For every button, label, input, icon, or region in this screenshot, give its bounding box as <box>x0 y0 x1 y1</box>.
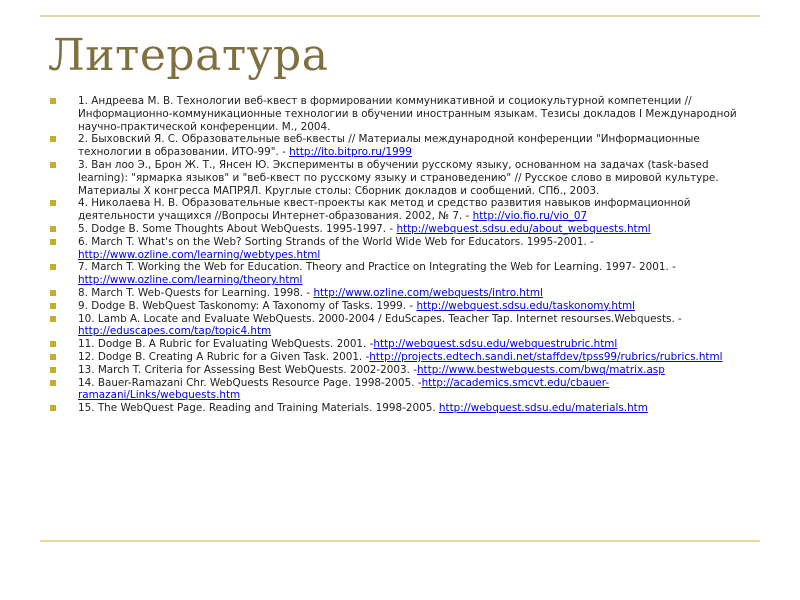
reference-text: 13. March T. Criteria for Assessing Best WebQuests. 2002-2003. - <box>78 363 417 376</box>
reference-text: 8. March T. Web-Quests for Learning. 1998. - <box>78 286 314 299</box>
square-bullet-icon <box>50 405 56 411</box>
square-bullet-icon <box>50 303 56 309</box>
reference-link[interactable]: http://academics.smcvt.edu/cbauer-ramazani/Links/webquests.htm <box>78 376 610 402</box>
list-item <box>48 223 756 236</box>
reference-text: 10. Lamb A. Locate and Evaluate WebQuests. 2000-2004 / EduScapes. Teacher Tap. Internet resourses.Webquests. - <box>78 312 682 325</box>
list-item <box>48 377 756 403</box>
list-item <box>48 159 756 197</box>
reference-link[interactable]: http://webquest.sdsu.edu/taskonomy.html <box>416 299 636 312</box>
list-item <box>48 197 756 223</box>
reference-text: 12. Dodge B. Creating A Rubric for a Given Task. 2001. - <box>78 350 370 363</box>
square-bullet-icon <box>50 367 56 373</box>
reference-link[interactable]: http://vio.fio.ru/vio_07 <box>472 210 588 223</box>
reference-link[interactable]: http://www.bestwebquests.com/bwq/matrix.asp <box>416 363 665 376</box>
reference-link[interactable]: http://projects.edtech.sandi.net/staffdev/tpss99/rubrics/rubrics.html <box>369 350 723 363</box>
square-bullet-icon <box>50 290 56 296</box>
list-item <box>48 402 756 415</box>
square-bullet-icon <box>50 264 56 270</box>
reference-link[interactable]: http://www.ozline.com/learning/webtypes.html <box>78 248 321 261</box>
list-item <box>48 287 756 300</box>
square-bullet-icon <box>50 354 56 360</box>
square-bullet-icon <box>50 162 56 168</box>
reference-text: 7. March T. Working the Web for Education. Theory and Practice on Integrating the Web for Learning. 1997- 2001. - <box>78 261 676 274</box>
reference-link[interactable]: http://webquest.sdsu.edu/materials.htm <box>438 402 648 415</box>
reference-link[interactable]: http://ito.bitpro.ru/1999 <box>289 146 412 159</box>
reference-text: 4. Николаева Н. В. Образовательные квест-проекты как метод и средство развития навыков информационной деятельности учащихся //Вопросы Интернет-образования. 2002, № 7. - <box>78 197 691 223</box>
square-bullet-icon <box>50 341 56 347</box>
reference-link[interactable]: http://webquest.sdsu.edu/about_webquests.html <box>396 222 651 235</box>
square-bullet-icon <box>50 136 56 142</box>
reference-link[interactable]: http://www.ozline.com/webquests/intro.html <box>313 286 543 299</box>
top-divider <box>40 15 760 17</box>
list-item <box>48 95 756 133</box>
list-item <box>48 313 756 339</box>
list-item <box>48 133 756 159</box>
reference-link[interactable]: http://www.ozline.com/learning/theory.html <box>78 274 303 287</box>
reference-text: 1. Андреева М. В. Технологии веб-квест в формировании коммуникативной и социокультурной компетенции // Информационно-коммуникационные технологии в обучении иностранным языкам. Тезисы докладов I Международной научно-практической конференции. М., 2004. <box>78 95 737 133</box>
square-bullet-icon <box>50 98 56 104</box>
square-bullet-icon <box>50 239 56 245</box>
reference-text: 5. Dodge B. Some Thoughts About WebQuests. 1995-1997. - <box>78 222 397 235</box>
square-bullet-icon <box>50 316 56 322</box>
reference-text: 3. Ван лоо Э., Брон Ж. Т., Янсен Ю. Эксперименты в обучении русскому языку, основанном на задачах (task-based learning): "ярмарка языков" и "веб-квест по русскому языку и страноведению" // Русское слово в мировой культуре. Материалы Х конгресса МАПРЯЛ. Круглые столы: Сборник докладов и сообщений. СПб., 2003. <box>78 158 719 197</box>
square-bullet-icon <box>50 226 56 232</box>
page-title: Литература <box>48 30 329 81</box>
reference-text: 2. Быховский Я. С. Образовательные веб-квесты // Материалы международной конференции "Информационные технологии в образовании. ИТО-99". - <box>78 133 700 159</box>
square-bullet-icon <box>50 200 56 206</box>
list-item <box>48 261 756 287</box>
reference-text: 11. Dodge B. A Rubric for Evaluating WebQuests. 2001. - <box>78 338 374 351</box>
reference-text: 15. The WebQuest Page. Reading and Training Materials. 1998-2005. <box>78 402 439 415</box>
bottom-divider <box>40 540 760 542</box>
reference-link[interactable]: http://webquest.sdsu.edu/webquestrubric.html <box>373 338 618 351</box>
square-bullet-icon <box>50 380 56 386</box>
reference-text: 14. Bauer-Ramazani Chr. WebQuests Resource Page. 1998-2005. - <box>78 376 422 389</box>
list-item <box>48 300 756 313</box>
reference-text: 6. March T. What's on the Web? Sorting Strands of the World Wide Web for Educators. 1995-2001. - <box>78 235 594 248</box>
reference-link[interactable]: http://eduscapes.com/tap/topic4.htm <box>78 325 272 338</box>
list-item <box>48 364 756 377</box>
reference-list <box>48 95 756 415</box>
list-item <box>48 351 756 364</box>
list-item <box>48 338 756 351</box>
list-item <box>48 236 756 262</box>
reference-text: 9. Dodge B. WebQuest Taskonomy: A Taxonomy of Tasks. 1999. - <box>78 299 417 312</box>
